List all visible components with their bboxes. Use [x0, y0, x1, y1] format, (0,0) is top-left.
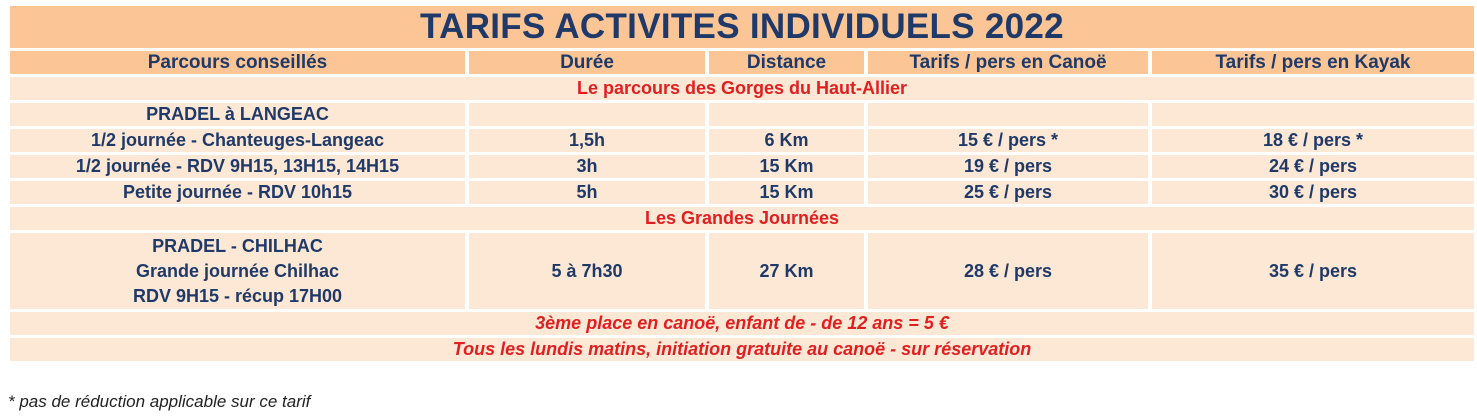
- tariff-table-container: [6, 3, 1470, 364]
- cell-tarif-kayak: 24 € / pers: [1152, 155, 1474, 178]
- cell-tarif-canoe: 19 € / pers: [868, 155, 1148, 178]
- note-child-price: 3ème place en canoë, enfant de - de 12 ans = 5 €: [10, 312, 1474, 335]
- cell-tarif-kayak: 35 € / pers: [1152, 233, 1474, 309]
- section-title-gorges: Le parcours des Gorges du Haut-Allier: [10, 77, 1474, 100]
- header-distance: Distance: [709, 51, 864, 74]
- empty-cell: [868, 103, 1148, 126]
- cell-distance: 6 Km: [709, 129, 864, 152]
- cell-parcours: 1/2 journée - Chanteuges-Langeac: [10, 129, 465, 152]
- header-tarif-kayak: Tarifs / pers en Kayak: [1152, 51, 1474, 74]
- header-parcours: Parcours conseillés: [10, 51, 465, 74]
- table-row: [10, 129, 1474, 152]
- note-free-initiation: Tous les lundis matins, initiation gratuite au canoë - sur réservation: [10, 338, 1474, 361]
- cell-distance: 27 Km: [709, 233, 864, 309]
- cell-duree: 1,5h: [469, 129, 705, 152]
- empty-cell: [469, 103, 705, 126]
- cell-tarif-kayak: 18 € / pers *: [1152, 129, 1474, 152]
- cell-tarif-canoe: 25 € / pers: [868, 181, 1148, 204]
- note-row: [10, 338, 1474, 361]
- cell-duree: 5 à 7h30: [469, 233, 705, 309]
- header-row: [10, 51, 1474, 74]
- header-tarif-canoe: Tarifs / pers en Canoë: [868, 51, 1148, 74]
- table-row: [10, 181, 1474, 204]
- table-row: [10, 103, 1474, 126]
- empty-cell: [1152, 103, 1474, 126]
- tariff-table: [6, 3, 1477, 364]
- cell-duree: 5h: [469, 181, 705, 204]
- cell-distance: 15 Km: [709, 155, 864, 178]
- cell-tarif-kayak: 30 € / pers: [1152, 181, 1474, 204]
- cell-parcours: Petite journée - RDV 10h15: [10, 181, 465, 204]
- table-row: [10, 155, 1474, 178]
- route-line: PRADEL - CHILHAC: [152, 235, 323, 256]
- section-title-grandes-journees: Les Grandes Journées: [10, 207, 1474, 230]
- group-label-pradel-langeac: PRADEL à LANGEAC: [10, 103, 465, 126]
- section-row-grandes-journees: [10, 207, 1474, 230]
- route-line: RDV 9H15 - récup 17H00: [132, 285, 343, 306]
- table-row: [10, 233, 1474, 309]
- cell-tarif-canoe: 28 € / pers: [868, 233, 1148, 309]
- title-row: [10, 6, 1474, 48]
- cell-distance: 15 Km: [709, 181, 864, 204]
- note-row: [10, 312, 1474, 335]
- cell-duree: 3h: [469, 155, 705, 178]
- section-row-gorges: [10, 77, 1474, 100]
- route-line: Grande journée Chilhac: [135, 260, 340, 281]
- footnote: * pas de réduction applicable sur ce tarif: [8, 392, 311, 411]
- cell-parcours: 1/2 journée - RDV 9H15, 13H15, 14H15: [10, 155, 465, 178]
- cell-parcours-chilhac: [10, 233, 465, 309]
- header-duree: Durée: [469, 51, 705, 74]
- page-title: TARIFS ACTIVITES INDIVIDUELS 2022: [10, 6, 1474, 48]
- empty-cell: [709, 103, 864, 126]
- cell-tarif-canoe: 15 € / pers *: [868, 129, 1148, 152]
